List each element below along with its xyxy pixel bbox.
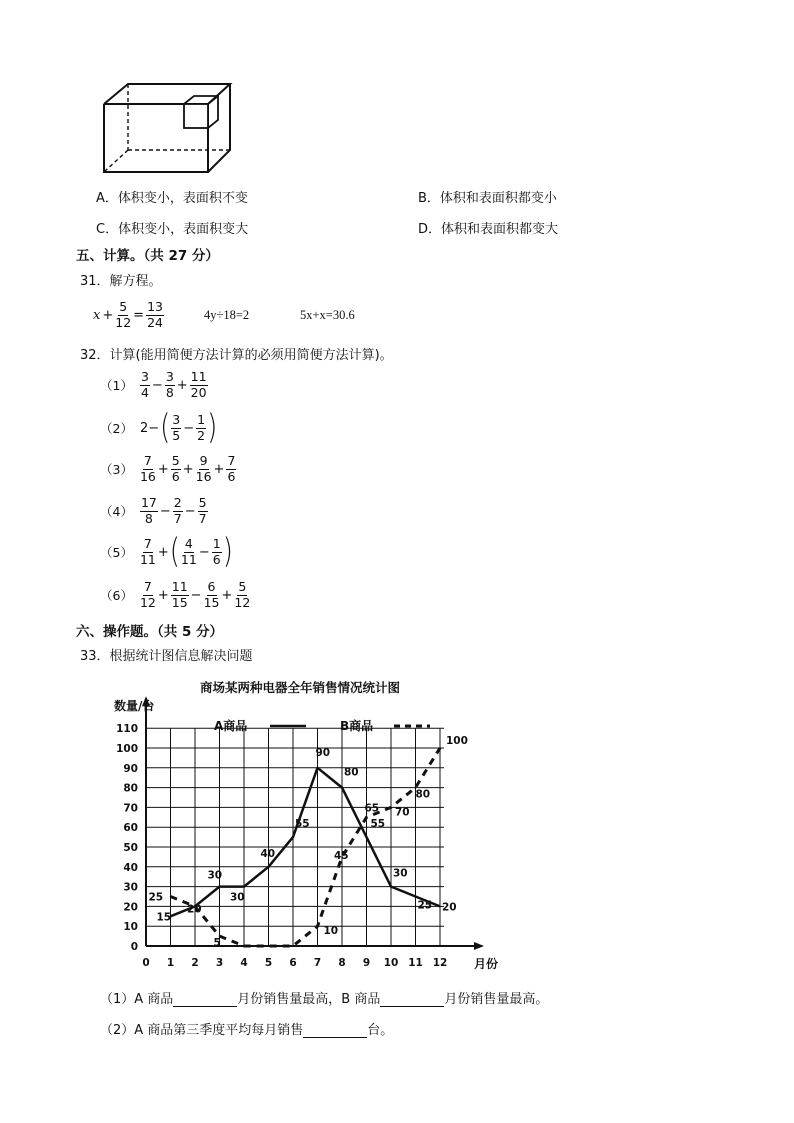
operator: + (157, 587, 169, 603)
q32-item (100, 452, 237, 486)
q32-item (100, 368, 209, 402)
legend-label-b: B商品 (340, 719, 374, 733)
point-a (366, 836, 368, 838)
parenthesis: ( (160, 408, 171, 448)
data-label-b: 65 (364, 802, 380, 815)
x-tick-label: 3 (215, 957, 224, 969)
data-label-a: 90 (315, 746, 331, 759)
q32-item (100, 578, 251, 612)
y-axis-label: 数量/台 (114, 699, 155, 713)
option-c: C．体积变小，表面积变大 (96, 222, 249, 237)
data-label-b: 100 (446, 735, 468, 747)
q33-sub1-c: 月份销售量最高。 (444, 992, 549, 1007)
data-label-a: 15 (156, 911, 172, 924)
x-tick-label: 7 (313, 957, 322, 969)
point-a (341, 787, 343, 789)
data-label-a: 55 (370, 818, 386, 831)
point-a (243, 886, 245, 888)
data-label-b: 5 (213, 937, 221, 950)
x-tick-label: 5 (264, 957, 273, 969)
eq1-equals: = (133, 307, 145, 323)
fraction: $\frac{1}{2}$ (197, 412, 206, 443)
fraction: $\frac{5}{12}$ (234, 579, 251, 610)
operator: + (221, 587, 233, 603)
y-tick-label: 10 (123, 921, 138, 934)
data-label-a: 30 (230, 891, 245, 904)
y-tick-label: 110 (116, 723, 138, 736)
x-axis-arrow (474, 942, 484, 950)
operator: + (182, 461, 194, 477)
parenthesis: ) (207, 408, 218, 448)
q31-label: 31．解方程。 (80, 274, 162, 289)
eq1-frac-1: $\frac{5}{12}$ (115, 299, 132, 330)
q32-item (100, 532, 233, 572)
fraction: $\frac{7}{16}$ (139, 453, 156, 484)
sales-line-chart (100, 676, 500, 976)
y-tick-label: 50 (123, 842, 138, 854)
point-a (415, 896, 417, 898)
x-tick-label: 0 (142, 957, 150, 969)
y-tick-label: 20 (123, 901, 138, 914)
option-d: D．体积和表面积都变大 (418, 222, 559, 237)
series-line-a (171, 768, 441, 917)
y-tick-label: 30 (123, 881, 138, 894)
fraction: $\frac{5}{7}$ (198, 495, 207, 526)
operator: − (190, 587, 202, 603)
fraction: $\frac{6}{15}$ (203, 579, 220, 610)
item-index: （4） (100, 504, 133, 519)
q32-label: 32．计算(能用简便方法计算的必须用简便方法计算)。 (80, 348, 393, 363)
answer-blank-1[interactable] (173, 992, 237, 1007)
item-index: （5） (100, 545, 133, 560)
x-tick-label: 8 (338, 957, 346, 969)
point-b (390, 807, 392, 809)
fraction: $\frac{3}{5}$ (172, 412, 181, 443)
operator: + (157, 461, 169, 477)
point-b (317, 925, 319, 927)
data-label-b: 80 (415, 788, 431, 801)
data-label-b: 70 (395, 806, 410, 819)
data-label-b: 10 (323, 925, 339, 938)
fraction: $\frac{5}{6}$ (171, 453, 180, 484)
point-b (268, 945, 270, 947)
data-label-a: 30 (207, 869, 223, 882)
operator: − (159, 503, 171, 519)
section-6-title: 六、操作题。（共 5 分） (76, 624, 224, 640)
x-tick-label: 12 (432, 957, 448, 969)
x-tick-label: 11 (408, 957, 423, 969)
data-label-a: 20 (187, 903, 202, 916)
legend-label-a: A商品 (214, 719, 248, 733)
data-label-a: 55 (295, 818, 310, 831)
operator: 2− (139, 420, 160, 436)
fraction: $\frac{3}{8}$ (165, 369, 174, 400)
q33-sub2-a: （2）A 商品第三季度平均每月销售 (100, 1023, 304, 1038)
operator: + (213, 461, 225, 477)
fraction: $\frac{7}{6}$ (227, 453, 236, 484)
point-a (292, 836, 294, 838)
fraction: $\frac{11}{15}$ (171, 579, 188, 610)
operator: − (198, 544, 210, 560)
q33-sub1-a: （1）A 商品 (100, 992, 174, 1007)
point-a (219, 886, 221, 888)
option-a: A．体积变小，表面积不变 (96, 191, 248, 206)
parenthesis: ) (222, 532, 233, 572)
fraction: $\frac{1}{6}$ (212, 536, 221, 567)
point-a (439, 906, 441, 908)
operator: − (151, 377, 163, 393)
fraction: $\frac{7}{12}$ (139, 579, 156, 610)
point-a (268, 866, 270, 868)
eq1-frac-2: $\frac{13}{24}$ (147, 299, 163, 330)
section-5-title: 五、计算。（共 27 分） (76, 248, 219, 264)
operator: − (184, 503, 196, 519)
data-label-a: 80 (344, 766, 359, 779)
q33-sub2 (100, 1019, 393, 1038)
operator: − (183, 420, 195, 436)
data-label-a: 30 (393, 867, 408, 880)
q31-equation-3: 5x+x=30.6 (300, 308, 355, 322)
point-b (170, 896, 172, 898)
data-label-a: 20 (442, 901, 457, 914)
fraction: $\frac{7}{11}$ (139, 536, 156, 567)
option-b: B．体积和表面积都变小 (418, 191, 557, 206)
answer-blank-2[interactable] (380, 992, 444, 1007)
point-b (243, 945, 245, 947)
operator: + (176, 377, 188, 393)
q32-item (100, 408, 218, 448)
y-tick-label: 60 (123, 822, 138, 835)
q33-sub1 (100, 988, 548, 1007)
fraction: $\frac{9}{16}$ (195, 453, 212, 484)
q32-item (100, 494, 209, 528)
data-label-a: 25 (417, 899, 433, 912)
q31-equation-1 (92, 298, 165, 332)
y-tick-label: 40 (123, 861, 138, 874)
item-index: （6） (100, 588, 133, 603)
item-index: （3） (100, 462, 133, 477)
y-tick-label: 70 (123, 802, 138, 815)
q31-equation-2: 4y÷18=2 (204, 308, 250, 322)
answer-blank-3[interactable] (303, 1023, 367, 1038)
fraction: $\frac{2}{7}$ (173, 495, 182, 526)
parenthesis: ( (169, 532, 180, 572)
point-a (317, 767, 319, 769)
q33-sub2-b: 台。 (367, 1023, 394, 1038)
cuboid-figure (100, 80, 236, 176)
point-b (366, 817, 368, 819)
x-tick-label: 1 (166, 957, 175, 969)
eq1-plus: + (102, 307, 114, 323)
chart-title: 商场某两种电器全年销售情况统计图 (199, 680, 401, 695)
q33-label: 33．根据统计图信息解决问题 (80, 649, 253, 664)
point-b (292, 945, 294, 947)
x-tick-label: 10 (383, 957, 399, 969)
x-tick-label: 9 (362, 957, 371, 969)
data-label-b: 45 (334, 849, 349, 862)
fraction: $\frac{4}{11}$ (180, 536, 197, 567)
fraction: $\frac{17}{8}$ (140, 495, 157, 526)
x-axis-label: 月份 (474, 957, 499, 971)
x-tick-label: 4 (240, 957, 248, 969)
x-tick-label: 2 (191, 957, 199, 969)
fraction: $\frac{3}{4}$ (140, 369, 149, 400)
y-tick-label: 90 (123, 762, 138, 775)
point-b (439, 747, 441, 749)
fraction: $\frac{11}{20}$ (190, 369, 207, 400)
q33-sub1-b: 月份销售量最高，B 商品 (237, 992, 381, 1007)
y-tick-label: 80 (123, 782, 138, 795)
data-label-a: 40 (260, 847, 276, 860)
operator: + (157, 544, 169, 560)
x-tick-label: 6 (289, 957, 297, 969)
item-index: （2） (100, 421, 133, 436)
y-tick-label: 100 (116, 743, 138, 755)
y-tick-label: 0 (130, 941, 138, 953)
point-a (390, 886, 392, 888)
eq1-var: x (93, 307, 101, 323)
item-index: （1） (100, 378, 133, 393)
data-label-b: 25 (148, 891, 164, 904)
